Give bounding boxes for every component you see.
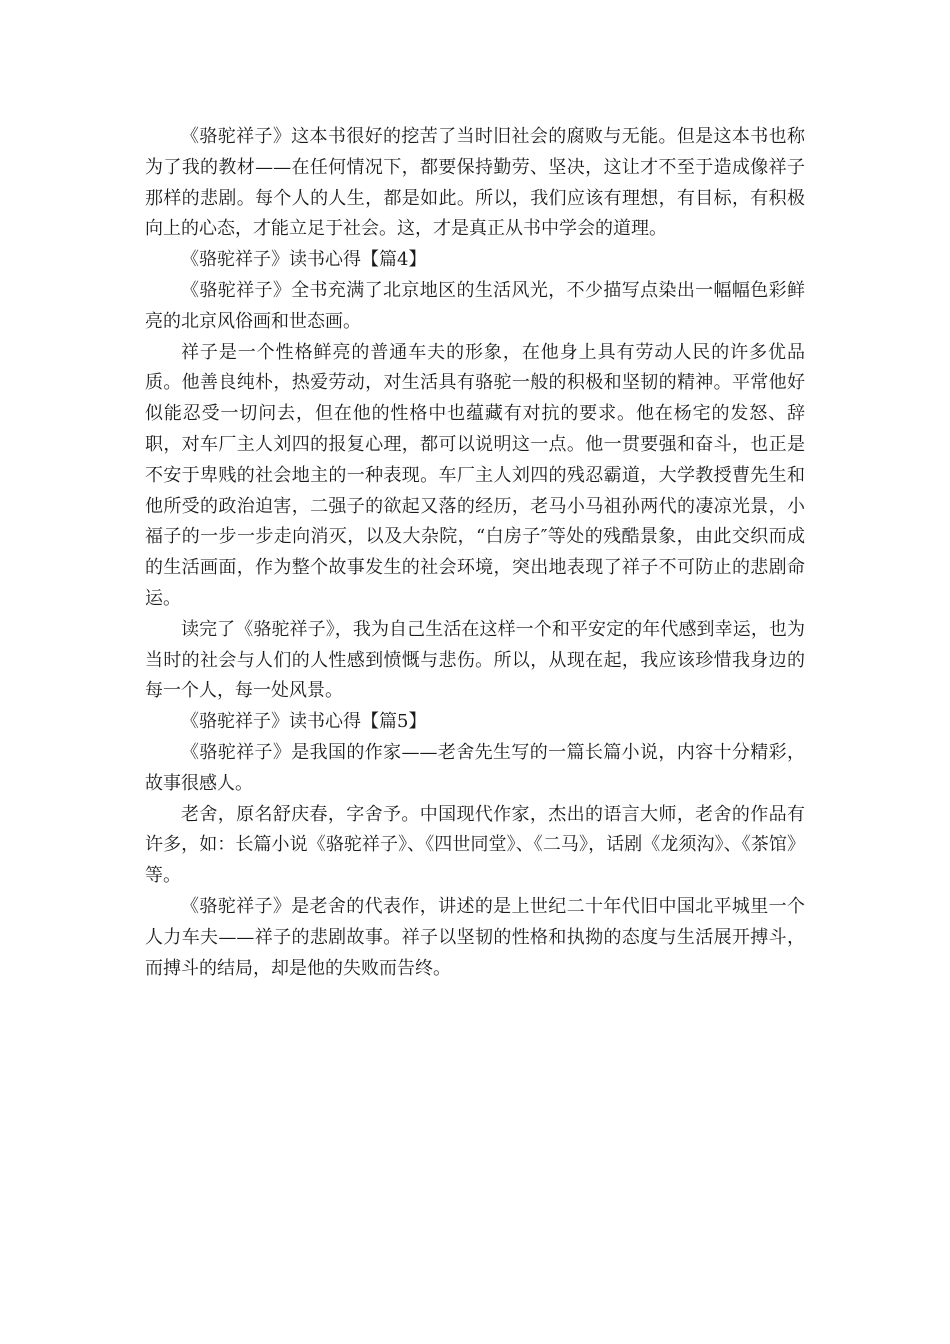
paragraph-novel-intro: 《骆驼祥子》是我国的作家——老舍先生写的一篇长篇小说，内容十分精彩，故事很感人。: [145, 741, 805, 794]
section-heading-4: 《骆驼祥子》读书心得【篇4】: [181, 249, 427, 271]
section-heading-5: 《骆驼祥子》读书心得【篇5】: [181, 711, 427, 733]
paragraph-xiangzi-character: 祥子是一个性格鲜亮的普通车夫的形象，在他身上具有劳动人民的许多优品质。他善良纯朴，热爱劳动，对生活具有骆驼一般的积极和坚韧的精神。平常他好似能忍受一切问去，但在他的性格中也蕴藏有对抗的要求。他在杨宅的发怒、辞职，对车厂主人刘四的报复心理，都可以说明这一点。他一贯要强和奋斗，也正是不安于卑贱的社会地主的一种表现。车厂主人刘四的残忍霸道，大学教授曹先生和他所受的政治迫害，二强子的欲起又落的经历，老马小马祖孙两代的凄凉光景，小福子的一步一步走向消灭，以及大杂院，“白房子″等处的残酷景象，由此交织而成的生活画面，作为整个故事发生的社会环境，突出地表现了祥子不可防止的悲剧命运。: [145, 341, 805, 609]
paragraph-beijing-scenery: 《骆驼祥子》全书充满了北京地区的生活风光，不少描写点染出一幅幅色彩鲜亮的北京风俗画和世态画。: [145, 279, 805, 332]
paragraph-representative-work: 《骆驼祥子》是老舍的代表作，讲述的是上世纪二十年代旧中国北平城里一个人力车夫——祥子的悲剧故事。祥子以坚韧的性格和执拗的态度与生活展开搏斗，而搏斗的结局，却是他的失败而告终。: [145, 895, 805, 979]
paragraph-laoshe-bio: 老舍，原名舒庆春，字舍予。中国现代作家，杰出的语言大师，老舍的作品有许多，如：长篇小说《骆驼祥子》、《四世同堂》、《二马》，话剧《龙须沟》、《茶馆》等。: [145, 803, 805, 887]
paragraph-intro-ending: 《骆驼祥子》这本书很好的挖苦了当时旧社会的腐败与无能。但是这本书也称为了我的教材——在任何情况下，都要保持勤劳、坚决，这让才不至于造成像祥子那样的悲剧。每个人的人生，都是如此。所以，我们应该有理想，有目标，有积极向上的心态，才能立足于社会。这，才是真正从书中学会的道理。: [145, 126, 805, 240]
document-page: [145, 122, 805, 984]
paragraph-reflection: 读完了《骆驼祥子》，我为自己生活在这样一个和平安定的年代感到幸运，也为当时的社会与人们的人性感到愤慨与悲伤。所以，从现在起，我应该珍惜我身边的每一个人，每一处风景。: [145, 618, 805, 702]
